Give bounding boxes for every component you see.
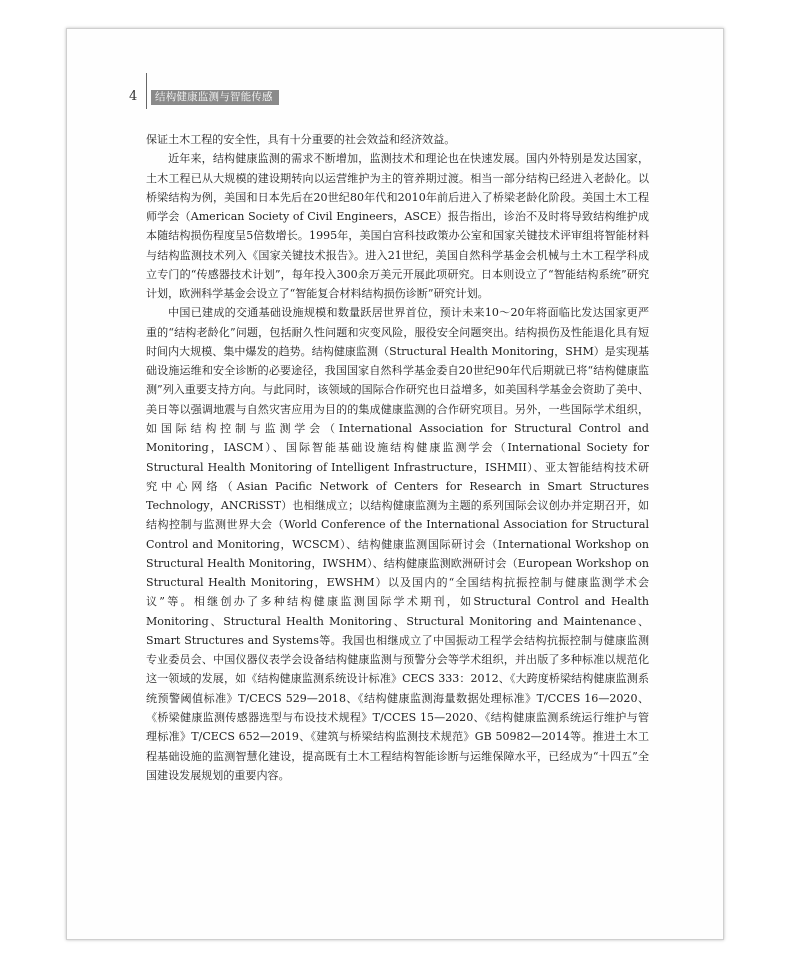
paragraph-continuation: 保证土木工程的安全性，具有十分重要的社会效益和经济效益。	[146, 133, 456, 146]
header-divider	[146, 73, 147, 109]
page-header	[129, 73, 689, 113]
page-number: 4	[129, 89, 138, 104]
running-head: 结构健康监测与智能传感	[151, 90, 279, 105]
page-sheet	[66, 28, 724, 940]
body-text	[146, 130, 649, 785]
paragraph-china-infrastructure: 中国已建成的交通基础设施规模和数量跃居世界首位，预计未来10～20年将面临比发达国家更严重的“结构老龄化”问题，包括耐久性问题和灾变风险，服役安全问题突出。结构损伤及性能退化具有短时间内大规模、集中爆发的趋势。结构健康监测（Structural Health Monitoring，SHM）是实现基础设施运维和安全诊断的必要途径，我国国家自然科学基金委自20世纪90年代后期就已将“结构健康监测”列入重要支持方向。与此同时，该领域的国际合作研究也日益增多，如美国科学基金会资助了美中、美日等以强调地震与自然灾害应用为目的的集成健康监测的合作研究项目。另外，一些国际学术组织，如国际结构控制与监测学会（International Association for Structural Control and Monitoring，IASCM）、国际智能基础设施结构健康监测学会（International Society for Structural Health Monitoring of Intelligent Infrastructure，ISHMII）、亚太智能结构技术研究中心网络（Asian Pacific Network of Centers for Research in Smart Structures Technology，ANCRiSST）也相继成立；以结构健康监测为主题的系列国际会议创办并定期召开，如结构控制与监测世界大会（World Conference of the International Association for Structural Control and Monitoring，WCSCM）、结构健康监测国际研讨会（International Workshop on Structural Health Monitoring，IWSHM）、结构健康监测欧洲研讨会（European Workshop on Structural Health Monitoring，EWSHM）以及国内的“全国结构抗振控制与健康监测学术会议”等。相继创办了多种结构健康监测国际学术期刊，如Structural Control and Health Monitoring、Structural Health Monitoring、Structural Monitoring and Maintenance、Smart Structures and Systems等。我国也相继成立了中国振动工程学会结构抗振控制与健康监测专业委员会、中国仪器仪表学会设备结构健康监测与预警分会等学术组织，并出版了多种标准以规范化这一领域的发展，如《结构健康监测系统设计标准》CECS 333：2012、《大跨度桥梁结构健康监测系统预警阈值标准》T/CECS 529—2018、《结构健康监测海量数据处理标准》T/CCES 16—2020、《桥梁健康监测传感器选型与布设技术规程》T/CCES 15—2020、《结构健康监测系统运行维护与管理标准》T/CECS 652—2019、《建筑与桥梁结构监测技术规范》GB 50982—2014等。推进土木工程基础设施的监测智慧化建设，提高既有土木工程结构智能诊断与运维保障水平，已经成为“十四五”全国建设发展规划的重要内容。	[146, 306, 649, 782]
paragraph-monitoring-demand: 近年来，结构健康监测的需求不断增加，监测技术和理论也在快速发展。国内外特别是发达国家，土木工程已从大规模的建设期转向以运营维护为主的管养期过渡。相当一部分结构已经进入老龄化。以桥梁结构为例，美国和日本先后在20世纪80年代和2010年前后进入了桥梁老龄化阶段。美国土木工程师学会（American Society of Civil Engineers，ASCE）报告指出，诊治不及时将导致结构维护成本随结构损伤程度呈5倍数增长。1995年，美国白宫科技政策办公室和国家关键技术评审组将智能材料与结构监测技术列入《国家关键技术报告》。进入21世纪，美国自然科学基金会机械与土木工程学科成立专门的“传感器技术计划”，每年投入300余万美元开展此项研究。日本则设立了“智能结构系统”研究计划，欧洲科学基金会设立了“智能复合材料结构损伤诊断”研究计划。	[146, 152, 649, 301]
